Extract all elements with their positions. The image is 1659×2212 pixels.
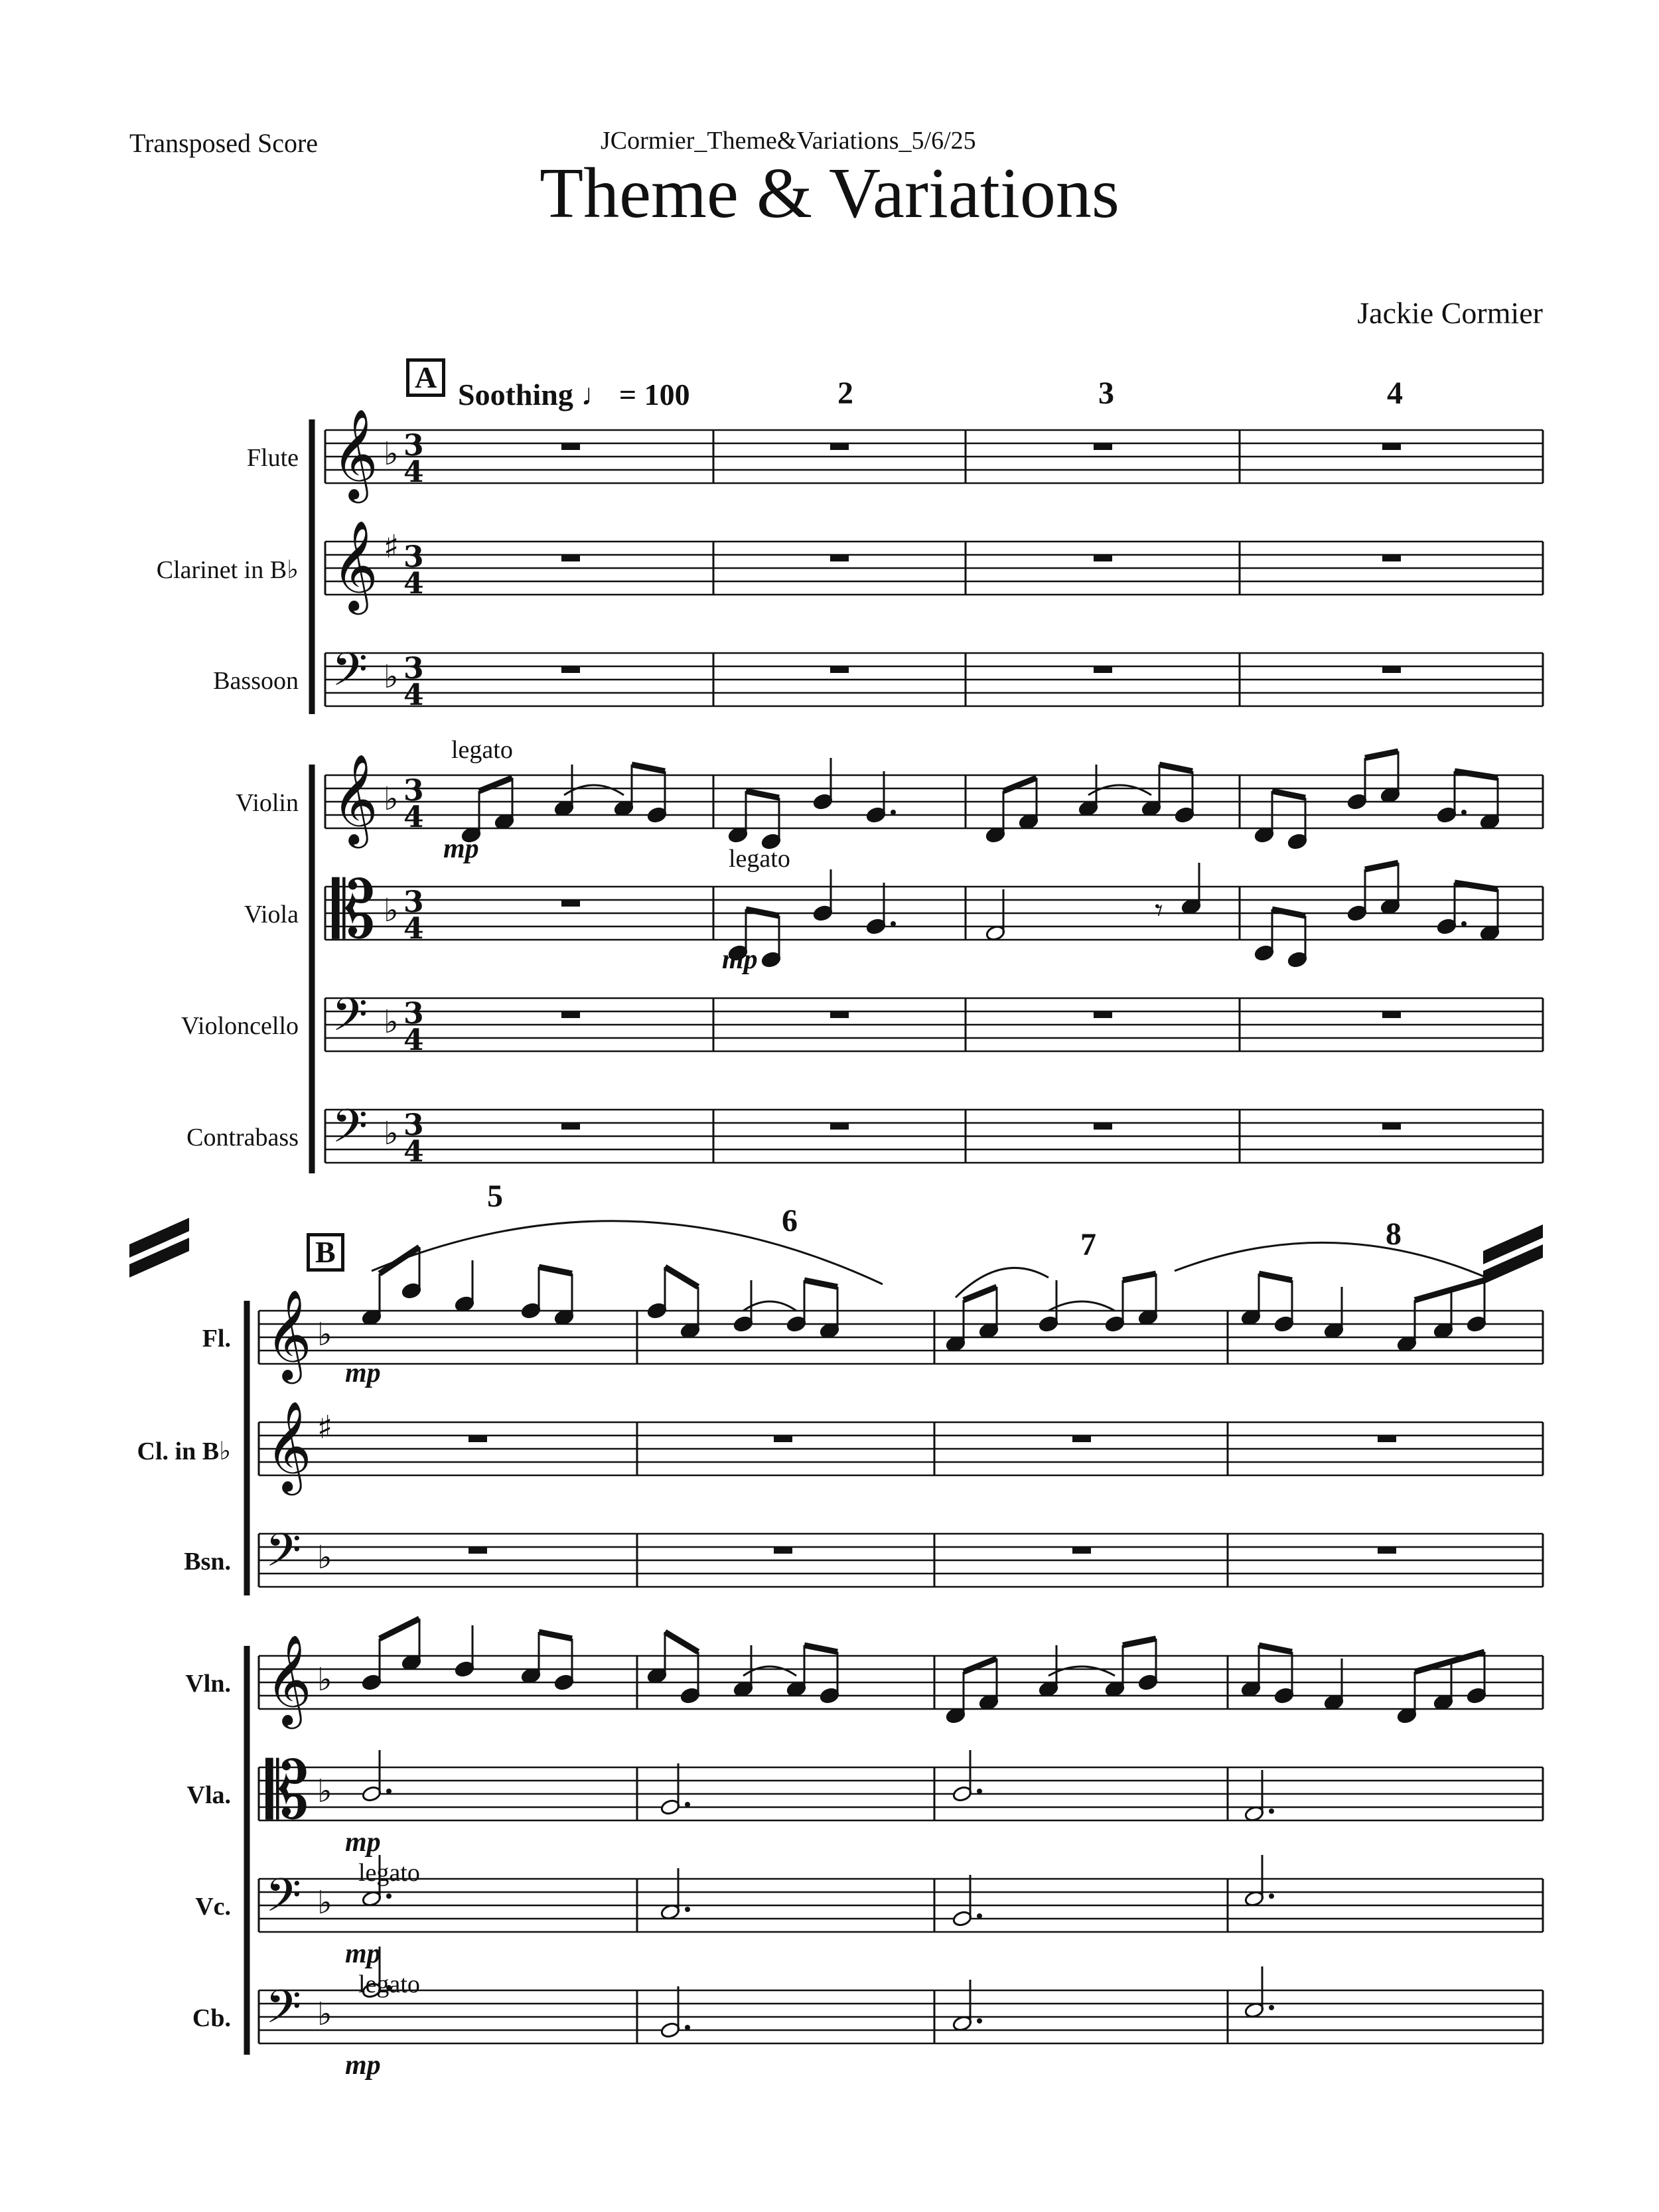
whole-rest [1094, 1123, 1112, 1130]
whole-rest [1094, 666, 1112, 673]
tempo-marking [458, 377, 690, 412]
flat-icon: ♭ [317, 1773, 332, 1810]
time-signature-denominator: 4 [403, 678, 424, 712]
measure-number: 3 [1098, 376, 1114, 411]
flat-icon: ♭ [384, 892, 399, 929]
measure-number: 6 [782, 1203, 798, 1238]
note [1244, 1770, 1274, 1822]
flat-icon: ♭ [317, 1316, 332, 1353]
dot [977, 1913, 982, 1919]
note [761, 798, 782, 850]
clef-icon: 𝄢 [332, 1099, 368, 1164]
dot [1461, 921, 1467, 926]
clef-icon: 𝄞 [332, 519, 378, 611]
note [985, 889, 1006, 942]
flat-icon: ♭ [317, 1539, 332, 1576]
dot [977, 2018, 982, 2024]
note [647, 1267, 668, 1319]
note [1181, 863, 1202, 915]
eighth-rest-icon: 𝄾 [1155, 892, 1163, 929]
instrument-label-viola: Viola [244, 901, 299, 928]
whole-rest [830, 443, 849, 450]
whole-rest [561, 666, 580, 673]
dynamic-marking: mp [345, 2050, 381, 2081]
beam [665, 1267, 698, 1287]
time-signature-numerator: 3 [403, 429, 424, 463]
note [1480, 889, 1500, 942]
time-signature-numerator: 3 [403, 885, 424, 919]
flat-icon: ♭ [384, 658, 399, 696]
whole-rest [1382, 666, 1401, 673]
slur [1175, 1242, 1486, 1278]
tempo-value: = 100 [618, 378, 690, 411]
clef-icon: 𝄞 [265, 1400, 312, 1491]
beam [1365, 863, 1398, 869]
beam [1272, 909, 1305, 916]
clef-icon: 𝄡 [332, 864, 376, 956]
flat-icon: ♭ [384, 435, 399, 473]
beam [746, 909, 779, 916]
dot [1269, 2005, 1274, 2010]
beam [964, 1287, 997, 1300]
time-signature-denominator: 4 [403, 912, 424, 946]
beam [1123, 1274, 1156, 1280]
beam [804, 1645, 837, 1652]
legato-marking: legato [358, 1970, 420, 1998]
flat-icon: ♭ [317, 1996, 332, 2033]
whole-rest [1382, 443, 1401, 450]
note [820, 1287, 840, 1339]
note [647, 771, 668, 824]
instrument-label-flute-short: Fl. [202, 1325, 231, 1353]
note [1324, 1659, 1344, 1711]
dot [685, 2025, 690, 2030]
clef-icon: 𝄞 [265, 1633, 312, 1725]
note [680, 1652, 701, 1704]
whole-rest [469, 1547, 487, 1554]
clef-icon: 𝄢 [265, 1868, 302, 1933]
whole-rest [1072, 1436, 1091, 1442]
whole-rest [1094, 555, 1112, 561]
time-signature-denominator: 4 [403, 455, 424, 489]
note [1254, 791, 1275, 844]
legato-marking: legato [358, 1859, 420, 1887]
note [680, 1287, 701, 1339]
instrument-label-clarinet-short: Cl. in B♭ [137, 1438, 231, 1465]
score-title: Theme & Variations [540, 154, 1119, 233]
note [455, 1260, 475, 1313]
file-name-label: JCormier_Theme&Variations_5/6/25 [601, 127, 976, 155]
note [813, 869, 833, 922]
dynamic-marking: mp [443, 834, 479, 864]
whole-rest [1378, 1436, 1396, 1442]
note [1287, 916, 1308, 968]
note [728, 791, 749, 844]
beam [539, 1267, 572, 1274]
note [1244, 1966, 1274, 2019]
dot [891, 921, 896, 926]
instrument-label-contrabass: Contrabass [186, 1124, 299, 1151]
note [521, 1632, 541, 1684]
note [1274, 1280, 1295, 1333]
note [554, 1639, 575, 1691]
beam [1455, 883, 1498, 889]
flat-icon: ♭ [317, 1884, 332, 1921]
rehearsal-mark-b: B [307, 1233, 344, 1272]
instrument-label-cello: Violoncello [180, 1012, 299, 1040]
note [521, 1267, 541, 1319]
flat-icon: ♭ [317, 1661, 332, 1698]
staff-lines [247, 419, 1543, 2055]
whole-rest [469, 1436, 487, 1442]
beam [1365, 751, 1398, 758]
instrument-label-bassoon-short: Bsn. [184, 1548, 231, 1576]
legato-marking: legato [729, 845, 790, 873]
note [813, 758, 833, 810]
note [985, 791, 1006, 844]
flat-icon: ♭ [384, 1003, 399, 1041]
dot [685, 1802, 690, 1807]
note [946, 1300, 966, 1353]
whole-rest [561, 1011, 580, 1018]
beam [380, 1619, 419, 1639]
note [1347, 758, 1368, 810]
beam [1415, 1280, 1484, 1300]
note [761, 916, 782, 968]
clef-icon: 𝄞 [265, 1288, 312, 1380]
transposed-score-label: Transposed Score [129, 128, 319, 158]
instrument-label-cello-short: Vc. [195, 1893, 231, 1921]
clef-icon: 𝄢 [265, 1980, 302, 2045]
beam [539, 1632, 572, 1639]
time-signature-denominator: 4 [403, 567, 424, 601]
note [362, 1639, 382, 1691]
whole-rest [830, 666, 849, 673]
beam [1455, 771, 1498, 778]
whole-rest [1094, 1011, 1112, 1018]
sharp-icon: ♯ [384, 528, 399, 565]
beam [1259, 1645, 1292, 1652]
note [660, 1868, 690, 1921]
beam [1123, 1639, 1156, 1645]
note [1241, 1645, 1262, 1698]
flat-icon: ♭ [384, 780, 399, 818]
time-signature-denominator: 4 [403, 1135, 424, 1169]
slur [1048, 1666, 1115, 1676]
whole-rest [561, 900, 580, 907]
note [362, 1274, 382, 1326]
whole-rest [1382, 1011, 1401, 1018]
slur [1048, 1301, 1115, 1311]
whole-rest [830, 555, 849, 561]
instrument-label-flute: Flute [246, 444, 299, 472]
dynamic-marking: mp [345, 1939, 381, 1969]
note [1480, 778, 1500, 830]
note [1138, 1639, 1159, 1691]
time-signature-denominator: 4 [403, 800, 424, 834]
beam [665, 1632, 698, 1652]
note [455, 1625, 475, 1678]
instrument-label-clarinet: Clarinet in B♭ [156, 556, 299, 584]
note [1175, 771, 1195, 824]
time-signature-numerator: 3 [403, 997, 424, 1031]
whole-rest [1378, 1547, 1396, 1554]
note [952, 1980, 982, 2032]
legato-marking: legato [451, 736, 513, 764]
whole-rest [561, 443, 580, 450]
instrument-label-contrabass-short: Cb. [192, 2004, 231, 2032]
dot [685, 1907, 690, 1912]
dot [386, 1789, 392, 1794]
note [1467, 1280, 1487, 1333]
note [946, 1672, 966, 1724]
note [1380, 751, 1401, 804]
note [820, 1652, 840, 1704]
time-signature-numerator: 3 [403, 652, 424, 686]
whole-rest [1382, 1123, 1401, 1130]
whole-rest [1382, 555, 1401, 561]
clef-icon: 𝄞 [332, 753, 378, 844]
rehearsal-mark-a: A [406, 358, 445, 397]
time-signature-denominator: 4 [403, 1023, 424, 1057]
whole-rest [1094, 443, 1112, 450]
note [1467, 1652, 1487, 1704]
sharp-icon: ♯ [317, 1409, 333, 1446]
dynamic-marking: mp [345, 1827, 381, 1858]
dot [1269, 1808, 1274, 1814]
clef-icon: 𝄡 [265, 1745, 309, 1836]
dot [1269, 1893, 1274, 1899]
whole-rest [830, 1011, 849, 1018]
dynamic-marking: mp [345, 1358, 381, 1388]
whole-rest [1072, 1547, 1091, 1554]
note [1138, 1274, 1159, 1326]
dot [891, 810, 896, 815]
time-signature-numerator: 3 [403, 774, 424, 808]
note [1397, 1300, 1417, 1353]
instrument-label-bassoon: Bassoon [213, 667, 299, 695]
clef-icon: 𝄢 [265, 1523, 302, 1588]
dot [1461, 810, 1467, 815]
beam [804, 1280, 837, 1287]
note [1287, 798, 1308, 850]
slur [956, 1268, 1048, 1297]
beam [1272, 791, 1305, 798]
whole-rest [830, 1123, 849, 1130]
tempo-text: Soothing [458, 378, 573, 411]
clef-icon: 𝄞 [332, 407, 378, 499]
dot [977, 1789, 982, 1794]
beam [746, 791, 779, 798]
note [1241, 1274, 1262, 1326]
measure-number: 2 [837, 376, 853, 411]
composer-name: Jackie Cormier [1357, 296, 1543, 330]
clef-icon: 𝄢 [332, 988, 368, 1053]
note [1347, 869, 1368, 922]
dynamic-marking: mp [722, 944, 758, 975]
clef-icon: 𝄢 [332, 642, 368, 707]
note [1244, 1855, 1274, 1907]
note [647, 1632, 668, 1684]
whole-rest [774, 1547, 792, 1554]
beam [1259, 1274, 1292, 1280]
whole-rest [561, 555, 580, 561]
instrument-label-violin-short: Vln. [185, 1670, 231, 1698]
measure-number: 5 [487, 1179, 503, 1214]
measure-number: 8 [1386, 1217, 1402, 1252]
flat-icon: ♭ [384, 1115, 399, 1152]
quarter-note-icon: ♩ [581, 378, 612, 411]
instrument-label-viola-short: Vla. [186, 1781, 231, 1809]
slur [372, 1221, 883, 1284]
whole-rest [774, 1436, 792, 1442]
whole-rest [561, 1123, 580, 1130]
instrument-label-violin: Violin [236, 789, 299, 817]
time-signature-numerator: 3 [403, 1108, 424, 1142]
note [1324, 1287, 1344, 1339]
slur [1088, 785, 1151, 795]
time-signature-numerator: 3 [403, 540, 424, 574]
note [1380, 863, 1401, 915]
measure-number: 4 [1387, 376, 1403, 411]
note [1397, 1672, 1417, 1724]
beam [632, 765, 665, 771]
note [1274, 1652, 1295, 1704]
measure-number: 7 [1080, 1227, 1096, 1262]
note [554, 1274, 575, 1326]
dot [386, 1893, 392, 1899]
beam [1159, 765, 1192, 771]
note [1254, 909, 1275, 962]
